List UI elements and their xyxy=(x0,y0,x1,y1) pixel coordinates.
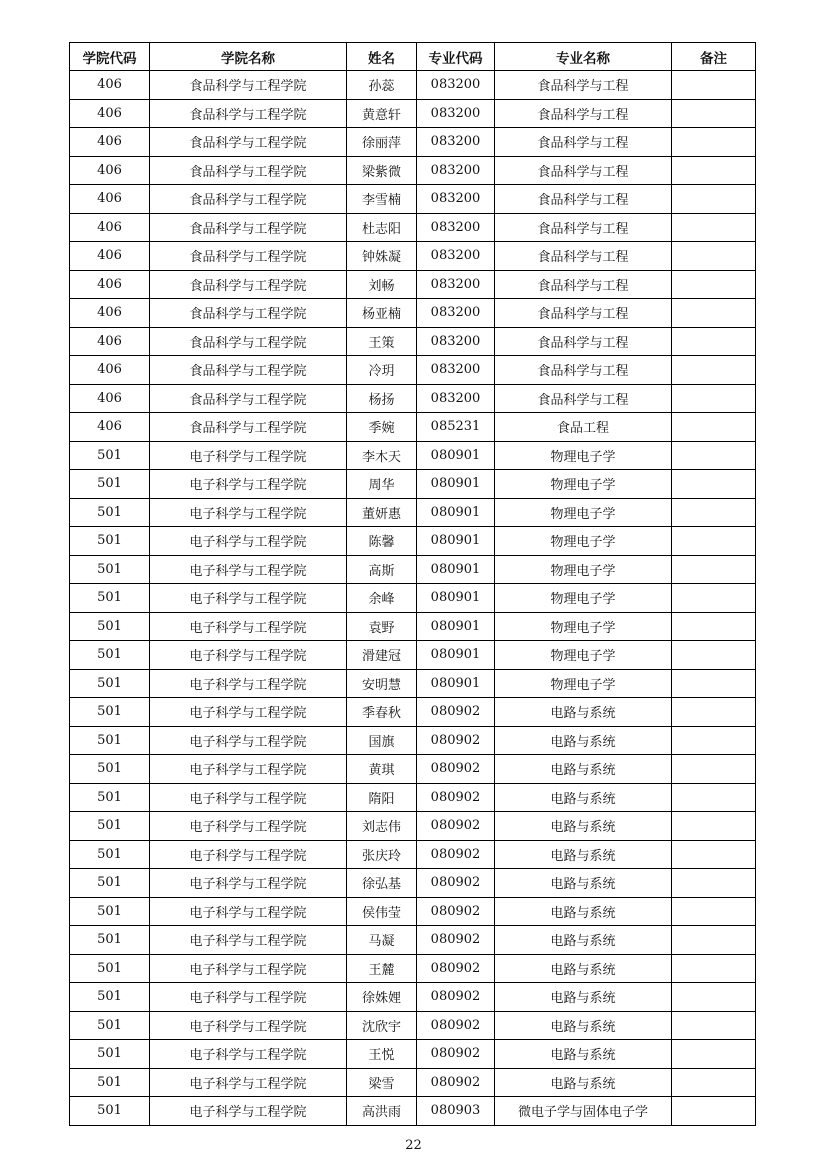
table-body xyxy=(70,71,756,1126)
major-name-cell: 食品科学与工程 xyxy=(495,270,672,299)
major-name-cell: 物理电子学 xyxy=(495,669,672,698)
remarks-cell xyxy=(672,384,756,413)
major-name-cell: 电路与系统 xyxy=(495,1068,672,1097)
major-name-cell: 电路与系统 xyxy=(495,869,672,898)
header-college-code: 学院代码 xyxy=(70,43,150,71)
page-number: 22 xyxy=(405,1138,422,1153)
major-name-cell: 电路与系统 xyxy=(495,755,672,784)
student-name-cell: 隋阳 xyxy=(347,783,417,812)
student-name-cell: 高斯 xyxy=(347,555,417,584)
student-name-cell: 黄意轩 xyxy=(347,99,417,128)
college-name-cell: 食品科学与工程学院 xyxy=(150,156,347,185)
college-code-cell: 406 xyxy=(70,299,150,328)
college-name-cell: 电子科学与工程学院 xyxy=(150,698,347,727)
table-row xyxy=(70,185,756,214)
major-name-cell: 微电子学与固体电子学 xyxy=(495,1097,672,1126)
college-name-cell: 电子科学与工程学院 xyxy=(150,1097,347,1126)
major-name-cell: 食品科学与工程 xyxy=(495,185,672,214)
remarks-cell xyxy=(672,527,756,556)
remarks-cell xyxy=(672,555,756,584)
table-row xyxy=(70,726,756,755)
college-code-cell: 501 xyxy=(70,441,150,470)
remarks-cell xyxy=(672,584,756,613)
table-row xyxy=(70,698,756,727)
student-name-cell: 余峰 xyxy=(347,584,417,613)
remarks-cell xyxy=(672,156,756,185)
remarks-cell xyxy=(672,641,756,670)
college-code-cell: 501 xyxy=(70,1011,150,1040)
header-major-name: 专业名称 xyxy=(495,43,672,71)
major-name-cell: 物理电子学 xyxy=(495,555,672,584)
college-name-cell: 食品科学与工程学院 xyxy=(150,384,347,413)
college-name-cell: 电子科学与工程学院 xyxy=(150,1040,347,1069)
table-row xyxy=(70,470,756,499)
student-name-cell: 刘志伟 xyxy=(347,812,417,841)
major-name-cell: 食品科学与工程 xyxy=(495,213,672,242)
major-code-cell: 083200 xyxy=(417,356,495,385)
major-code-cell: 085231 xyxy=(417,413,495,442)
college-code-cell: 406 xyxy=(70,242,150,271)
major-code-cell: 083200 xyxy=(417,99,495,128)
table-row xyxy=(70,755,756,784)
major-name-cell: 物理电子学 xyxy=(495,498,672,527)
college-name-cell: 电子科学与工程学院 xyxy=(150,840,347,869)
table-row xyxy=(70,840,756,869)
student-name-cell: 钟姝凝 xyxy=(347,242,417,271)
major-name-cell: 食品科学与工程 xyxy=(495,99,672,128)
remarks-cell xyxy=(672,185,756,214)
major-code-cell: 080901 xyxy=(417,641,495,670)
major-code-cell: 080902 xyxy=(417,869,495,898)
major-code-cell: 080901 xyxy=(417,441,495,470)
student-name-cell: 王麓 xyxy=(347,954,417,983)
major-code-cell: 083200 xyxy=(417,299,495,328)
major-code-cell: 080901 xyxy=(417,669,495,698)
college-code-cell: 501 xyxy=(70,783,150,812)
major-name-cell: 电路与系统 xyxy=(495,926,672,955)
college-code-cell: 501 xyxy=(70,1068,150,1097)
major-code-cell: 080902 xyxy=(417,1068,495,1097)
admission-list-table xyxy=(69,42,756,1126)
remarks-cell xyxy=(672,356,756,385)
college-code-cell: 406 xyxy=(70,413,150,442)
major-code-cell: 083200 xyxy=(417,270,495,299)
student-name-cell: 国旗 xyxy=(347,726,417,755)
college-name-cell: 电子科学与工程学院 xyxy=(150,1068,347,1097)
college-name-cell: 电子科学与工程学院 xyxy=(150,470,347,499)
remarks-cell xyxy=(672,299,756,328)
remarks-cell xyxy=(672,755,756,784)
major-name-cell: 食品科学与工程 xyxy=(495,356,672,385)
major-code-cell: 080902 xyxy=(417,726,495,755)
major-code-cell: 083200 xyxy=(417,384,495,413)
remarks-cell xyxy=(672,498,756,527)
major-code-cell: 080901 xyxy=(417,527,495,556)
college-name-cell: 食品科学与工程学院 xyxy=(150,413,347,442)
college-code-cell: 406 xyxy=(70,270,150,299)
college-code-cell: 406 xyxy=(70,185,150,214)
college-name-cell: 电子科学与工程学院 xyxy=(150,641,347,670)
college-code-cell: 501 xyxy=(70,1097,150,1126)
student-name-cell: 侯伟莹 xyxy=(347,897,417,926)
major-name-cell: 电路与系统 xyxy=(495,840,672,869)
major-name-cell: 食品科学与工程 xyxy=(495,327,672,356)
student-name-cell: 杨亚楠 xyxy=(347,299,417,328)
student-name-cell: 杜志阳 xyxy=(347,213,417,242)
college-code-cell: 501 xyxy=(70,812,150,841)
remarks-cell xyxy=(672,242,756,271)
major-code-cell: 080902 xyxy=(417,983,495,1012)
major-code-cell: 080902 xyxy=(417,926,495,955)
major-code-cell: 080902 xyxy=(417,755,495,784)
college-code-cell: 406 xyxy=(70,156,150,185)
table-row xyxy=(70,783,756,812)
student-name-cell: 杨扬 xyxy=(347,384,417,413)
table-row xyxy=(70,812,756,841)
major-name-cell: 电路与系统 xyxy=(495,783,672,812)
college-code-cell: 501 xyxy=(70,527,150,556)
college-code-cell: 501 xyxy=(70,983,150,1012)
college-name-cell: 电子科学与工程学院 xyxy=(150,584,347,613)
student-name-cell: 徐弘基 xyxy=(347,869,417,898)
student-name-cell: 季婉 xyxy=(347,413,417,442)
table-row xyxy=(70,612,756,641)
college-code-cell: 406 xyxy=(70,99,150,128)
college-name-cell: 电子科学与工程学院 xyxy=(150,755,347,784)
table-row xyxy=(70,156,756,185)
major-code-cell: 083200 xyxy=(417,156,495,185)
college-name-cell: 电子科学与工程学院 xyxy=(150,897,347,926)
college-name-cell: 电子科学与工程学院 xyxy=(150,726,347,755)
remarks-cell xyxy=(672,954,756,983)
table-row xyxy=(70,356,756,385)
college-name-cell: 食品科学与工程学院 xyxy=(150,327,347,356)
college-name-cell: 食品科学与工程学院 xyxy=(150,213,347,242)
remarks-cell xyxy=(672,926,756,955)
college-code-cell: 501 xyxy=(70,555,150,584)
college-code-cell: 406 xyxy=(70,128,150,157)
major-code-cell: 080902 xyxy=(417,840,495,869)
table-row xyxy=(70,983,756,1012)
major-name-cell: 电路与系统 xyxy=(495,954,672,983)
student-name-cell: 李雪楠 xyxy=(347,185,417,214)
remarks-cell xyxy=(672,470,756,499)
college-name-cell: 电子科学与工程学院 xyxy=(150,783,347,812)
remarks-cell xyxy=(672,1011,756,1040)
major-code-cell: 080902 xyxy=(417,783,495,812)
student-name-cell: 周华 xyxy=(347,470,417,499)
major-code-cell: 080901 xyxy=(417,555,495,584)
college-code-cell: 501 xyxy=(70,897,150,926)
table-row xyxy=(70,897,756,926)
major-name-cell: 物理电子学 xyxy=(495,641,672,670)
college-name-cell: 食品科学与工程学院 xyxy=(150,71,347,100)
remarks-cell xyxy=(672,1097,756,1126)
college-code-cell: 501 xyxy=(70,641,150,670)
major-code-cell: 083200 xyxy=(417,71,495,100)
college-code-cell: 406 xyxy=(70,384,150,413)
college-code-cell: 406 xyxy=(70,327,150,356)
major-name-cell: 电路与系统 xyxy=(495,897,672,926)
student-name-cell: 徐丽萍 xyxy=(347,128,417,157)
major-code-cell: 083200 xyxy=(417,327,495,356)
table-row xyxy=(70,242,756,271)
college-code-cell: 501 xyxy=(70,840,150,869)
college-name-cell: 电子科学与工程学院 xyxy=(150,812,347,841)
table-row xyxy=(70,327,756,356)
remarks-cell xyxy=(672,669,756,698)
remarks-cell xyxy=(672,1068,756,1097)
header-college-name: 学院名称 xyxy=(150,43,347,71)
major-code-cell: 080901 xyxy=(417,498,495,527)
remarks-cell xyxy=(672,983,756,1012)
major-name-cell: 食品工程 xyxy=(495,413,672,442)
major-name-cell: 电路与系统 xyxy=(495,812,672,841)
college-code-cell: 406 xyxy=(70,71,150,100)
major-code-cell: 083200 xyxy=(417,128,495,157)
remarks-cell xyxy=(672,128,756,157)
college-code-cell: 501 xyxy=(70,1040,150,1069)
student-name-cell: 黄琪 xyxy=(347,755,417,784)
remarks-cell xyxy=(672,726,756,755)
major-code-cell: 080902 xyxy=(417,698,495,727)
college-code-cell: 406 xyxy=(70,356,150,385)
table-row xyxy=(70,669,756,698)
student-name-cell: 冷玥 xyxy=(347,356,417,385)
college-name-cell: 食品科学与工程学院 xyxy=(150,99,347,128)
college-code-cell: 501 xyxy=(70,755,150,784)
major-name-cell: 电路与系统 xyxy=(495,698,672,727)
college-code-cell: 501 xyxy=(70,498,150,527)
college-name-cell: 食品科学与工程学院 xyxy=(150,242,347,271)
table-row xyxy=(70,441,756,470)
table-row xyxy=(70,954,756,983)
college-code-cell: 501 xyxy=(70,470,150,499)
student-name-cell: 徐姝娌 xyxy=(347,983,417,1012)
remarks-cell xyxy=(672,213,756,242)
table-row xyxy=(70,413,756,442)
college-name-cell: 电子科学与工程学院 xyxy=(150,498,347,527)
header-remarks: 备注 xyxy=(672,43,756,71)
college-code-cell: 501 xyxy=(70,669,150,698)
table-row xyxy=(70,1068,756,1097)
major-code-cell: 080901 xyxy=(417,584,495,613)
student-name-cell: 梁紫微 xyxy=(347,156,417,185)
remarks-cell xyxy=(672,698,756,727)
major-code-cell: 083200 xyxy=(417,185,495,214)
college-name-cell: 食品科学与工程学院 xyxy=(150,185,347,214)
major-name-cell: 电路与系统 xyxy=(495,1040,672,1069)
major-code-cell: 080902 xyxy=(417,897,495,926)
college-name-cell: 电子科学与工程学院 xyxy=(150,527,347,556)
college-code-cell: 501 xyxy=(70,584,150,613)
college-name-cell: 电子科学与工程学院 xyxy=(150,669,347,698)
header-major-code: 专业代码 xyxy=(417,43,495,71)
student-name-cell: 安明慧 xyxy=(347,669,417,698)
table-row xyxy=(70,1097,756,1126)
major-name-cell: 电路与系统 xyxy=(495,726,672,755)
remarks-cell xyxy=(672,1040,756,1069)
table-header-row xyxy=(70,43,756,71)
college-name-cell: 食品科学与工程学院 xyxy=(150,356,347,385)
major-code-cell: 080902 xyxy=(417,812,495,841)
remarks-cell xyxy=(672,612,756,641)
student-name-cell: 张庆玲 xyxy=(347,840,417,869)
remarks-cell xyxy=(672,71,756,100)
major-name-cell: 物理电子学 xyxy=(495,527,672,556)
student-name-cell: 王策 xyxy=(347,327,417,356)
college-code-cell: 501 xyxy=(70,869,150,898)
header-student-name: 姓名 xyxy=(347,43,417,71)
major-code-cell: 080902 xyxy=(417,1040,495,1069)
major-name-cell: 食品科学与工程 xyxy=(495,242,672,271)
remarks-cell xyxy=(672,783,756,812)
major-name-cell: 食品科学与工程 xyxy=(495,71,672,100)
college-name-cell: 电子科学与工程学院 xyxy=(150,869,347,898)
table-row xyxy=(70,926,756,955)
student-name-cell: 王悦 xyxy=(347,1040,417,1069)
table-row xyxy=(70,584,756,613)
remarks-cell xyxy=(672,869,756,898)
table-row xyxy=(70,1040,756,1069)
college-code-cell: 501 xyxy=(70,726,150,755)
table-row xyxy=(70,213,756,242)
college-code-cell: 501 xyxy=(70,926,150,955)
remarks-cell xyxy=(672,327,756,356)
table-row xyxy=(70,71,756,100)
major-name-cell: 食品科学与工程 xyxy=(495,384,672,413)
major-name-cell: 食品科学与工程 xyxy=(495,128,672,157)
student-name-cell: 高洪雨 xyxy=(347,1097,417,1126)
major-code-cell: 080902 xyxy=(417,1011,495,1040)
college-name-cell: 电子科学与工程学院 xyxy=(150,954,347,983)
major-code-cell: 080901 xyxy=(417,612,495,641)
student-name-cell: 梁雪 xyxy=(347,1068,417,1097)
major-name-cell: 物理电子学 xyxy=(495,441,672,470)
table-row xyxy=(70,1011,756,1040)
major-code-cell: 080901 xyxy=(417,470,495,499)
student-name-cell: 刘畅 xyxy=(347,270,417,299)
student-name-cell: 袁野 xyxy=(347,612,417,641)
major-name-cell: 电路与系统 xyxy=(495,1011,672,1040)
college-name-cell: 食品科学与工程学院 xyxy=(150,128,347,157)
table-row xyxy=(70,384,756,413)
remarks-cell xyxy=(672,270,756,299)
college-name-cell: 食品科学与工程学院 xyxy=(150,270,347,299)
table-row xyxy=(70,555,756,584)
major-name-cell: 食品科学与工程 xyxy=(495,156,672,185)
student-name-cell: 沈欣宇 xyxy=(347,1011,417,1040)
college-name-cell: 电子科学与工程学院 xyxy=(150,441,347,470)
table-row xyxy=(70,128,756,157)
student-name-cell: 陈馨 xyxy=(347,527,417,556)
college-name-cell: 电子科学与工程学院 xyxy=(150,555,347,584)
major-name-cell: 食品科学与工程 xyxy=(495,299,672,328)
college-name-cell: 食品科学与工程学院 xyxy=(150,299,347,328)
major-name-cell: 电路与系统 xyxy=(495,983,672,1012)
major-name-cell: 物理电子学 xyxy=(495,584,672,613)
college-code-cell: 501 xyxy=(70,954,150,983)
remarks-cell xyxy=(672,897,756,926)
major-code-cell: 080903 xyxy=(417,1097,495,1126)
remarks-cell xyxy=(672,812,756,841)
remarks-cell xyxy=(672,840,756,869)
college-name-cell: 电子科学与工程学院 xyxy=(150,1011,347,1040)
college-name-cell: 电子科学与工程学院 xyxy=(150,983,347,1012)
college-code-cell: 501 xyxy=(70,698,150,727)
major-name-cell: 物理电子学 xyxy=(495,470,672,499)
remarks-cell xyxy=(672,99,756,128)
student-name-cell: 马凝 xyxy=(347,926,417,955)
table-row xyxy=(70,99,756,128)
student-name-cell: 季春秋 xyxy=(347,698,417,727)
table-row xyxy=(70,641,756,670)
college-code-cell: 501 xyxy=(70,612,150,641)
student-name-cell: 孙蕊 xyxy=(347,71,417,100)
college-code-cell: 406 xyxy=(70,213,150,242)
student-name-cell: 滑建冠 xyxy=(347,641,417,670)
major-code-cell: 083200 xyxy=(417,213,495,242)
table-row xyxy=(70,270,756,299)
table-row xyxy=(70,527,756,556)
remarks-cell xyxy=(672,413,756,442)
table-row xyxy=(70,869,756,898)
student-name-cell: 董妍惠 xyxy=(347,498,417,527)
major-name-cell: 物理电子学 xyxy=(495,612,672,641)
college-name-cell: 电子科学与工程学院 xyxy=(150,612,347,641)
remarks-cell xyxy=(672,441,756,470)
table-row xyxy=(70,498,756,527)
major-code-cell: 083200 xyxy=(417,242,495,271)
student-name-cell: 李木天 xyxy=(347,441,417,470)
major-code-cell: 080902 xyxy=(417,954,495,983)
college-name-cell: 电子科学与工程学院 xyxy=(150,926,347,955)
table-row xyxy=(70,299,756,328)
